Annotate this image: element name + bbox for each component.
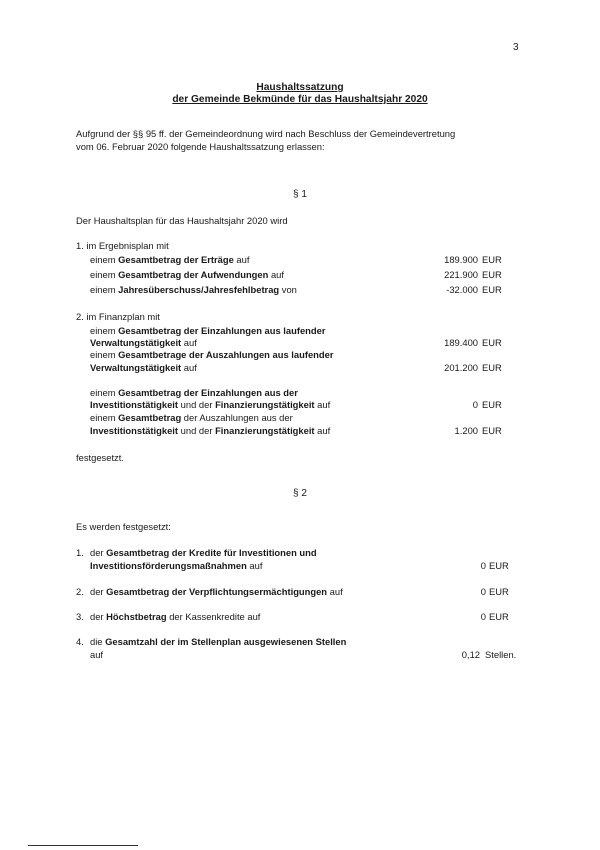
section-2-heading: § 2 <box>293 488 307 499</box>
einzahlungen-laufend-value: 189.400 <box>444 337 478 348</box>
ertraege-label: einem Gesamtbetrag der Erträge auf <box>90 254 250 265</box>
finanzplan-label: 2. im Finanzplan mit <box>76 311 160 322</box>
s2-item3-value: 0 <box>480 611 486 622</box>
jahresergebnis-unit: EUR <box>482 284 502 295</box>
auszahlungen-invest-unit: EUR <box>482 425 502 436</box>
s2-item1-line2: Investitionsförderungsmaßnahmen auf <box>90 560 263 571</box>
section-1-closing: festgesetzt. <box>76 452 124 463</box>
s2-item4-unit: Stellen. <box>485 649 517 660</box>
auszahlungen-invest-value: 1.200 <box>454 425 478 436</box>
aufwendungen-unit: EUR <box>482 269 502 280</box>
aufwendungen-value: 221.900 <box>444 269 478 280</box>
footnote-separator <box>28 845 138 847</box>
document-title: Haushaltssatzung <box>256 82 344 93</box>
aufwendungen-label: einem Gesamtbetrag der Aufwendungen auf <box>90 269 284 280</box>
section-1-heading: § 1 <box>293 189 307 200</box>
s2-item2-value: 0 <box>480 586 486 597</box>
s2-item4-line1: die Gesamtzahl der im Stellenplan ausgewiesenen Stellen <box>90 636 347 647</box>
page-number: 3 <box>513 42 519 53</box>
auszahlungen-laufend-line1: einem Gesamtbetrage der Auszahlungen aus laufender <box>90 349 334 360</box>
einzahlungen-invest-value: 0 <box>472 399 478 410</box>
s2-item2-line: der Gesamtbetrag der Verpflichtungsermächtigungen auf <box>90 586 343 597</box>
intro-line-1: Aufgrund der §§ 95 ff. der Gemeindeordnung wird nach Beschluss der Gemeindevertretung <box>76 128 456 139</box>
s2-item2-number: 2. <box>76 586 84 597</box>
s2-item3-unit: EUR <box>489 611 509 622</box>
auszahlungen-laufend-line2: Verwaltungstätigkeit auf <box>90 362 197 373</box>
s2-item3-number: 3. <box>76 611 84 622</box>
s2-item4-line2: auf <box>90 649 104 660</box>
ergebnisplan-label: 1. im Ergebnisplan mit <box>76 240 169 251</box>
s2-item1-line1: der Gesamtbetrag der Kredite für Investitionen und <box>90 547 317 558</box>
jahresergebnis-label: einem Jahresüberschuss/Jahresfehlbetrag von <box>90 284 297 295</box>
s2-item3-line: der Höchstbetrag der Kassenkredite auf <box>90 611 261 622</box>
s2-item1-unit: EUR <box>489 560 509 571</box>
auszahlungen-invest-line2: Investitionstätigkeit und der Finanzierungstätigkeit auf <box>90 425 331 436</box>
intro-line-2: vom 06. Februar 2020 folgende Haushaltssatzung erlassen: <box>76 141 325 152</box>
einzahlungen-invest-line1: einem Gesamtbetrag der Einzahlungen aus der <box>90 387 298 398</box>
s2-item1-number: 1. <box>76 547 84 558</box>
document-subtitle: der Gemeinde Bekmünde für das Haushaltsjahr 2020 <box>172 94 428 105</box>
auszahlungen-invest-line1: einem Gesamtbetrag der Auszahlungen aus der <box>90 412 293 423</box>
s2-item2-unit: EUR <box>489 586 509 597</box>
jahresergebnis-value: -32.000 <box>446 284 478 295</box>
auszahlungen-laufend-unit: EUR <box>482 362 502 373</box>
einzahlungen-invest-unit: EUR <box>482 399 502 410</box>
ertraege-value: 189.900 <box>444 254 478 265</box>
einzahlungen-laufend-line2: Verwaltungstätigkeit auf <box>90 337 197 348</box>
section-2-lead: Es werden festgesetzt: <box>76 521 171 532</box>
einzahlungen-laufend-unit: EUR <box>482 337 502 348</box>
einzahlungen-invest-line2: Investitionstätigkeit und der Finanzierungstätigkeit auf <box>90 399 331 410</box>
s2-item1-value: 0 <box>480 560 486 571</box>
einzahlungen-laufend-line1: einem Gesamtbetrag der Einzahlungen aus laufender <box>90 325 326 336</box>
section-1-lead: Der Haushaltsplan für das Haushaltsjahr 2020 wird <box>76 215 288 226</box>
s2-item4-number: 4. <box>76 636 84 647</box>
auszahlungen-laufend-value: 201.200 <box>444 362 478 373</box>
s2-item4-value: 0,12 <box>461 649 480 660</box>
ertraege-unit: EUR <box>482 254 502 265</box>
